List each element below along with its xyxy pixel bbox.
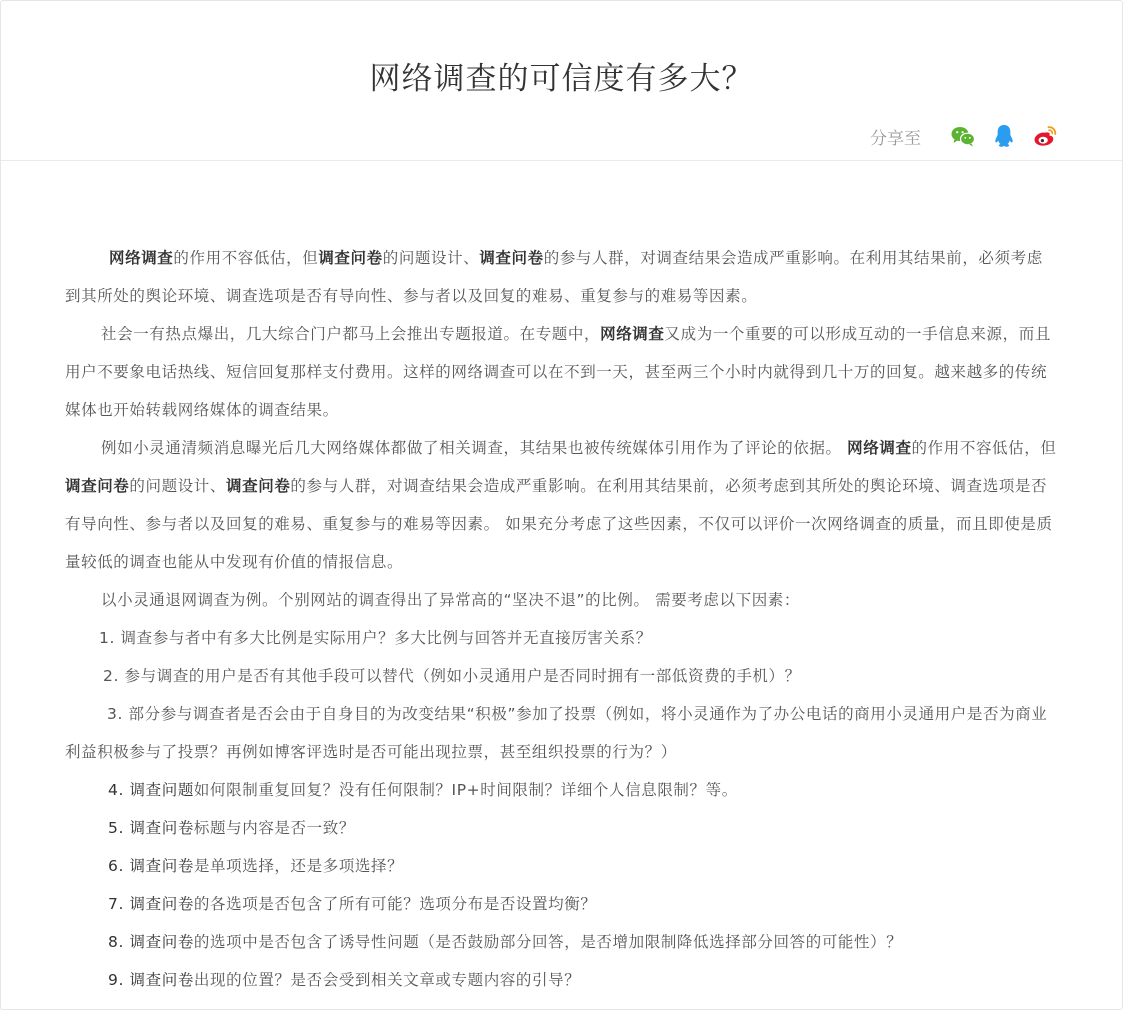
list-item-keyword: 9. 调查问卷 <box>108 971 194 989</box>
paragraph: 网络调查的作用不容低估，但调查问卷的问题设计、调查问卷的参与人群，对调查结果会造成严重影响。在利用其结果前，必须考虑到其所处的舆论环境、调查选项是否有导向性、参与者以及回复的难易、重复参与的难易等因素。 <box>65 249 1043 305</box>
keyword-questionnaire[interactable]: 调查问卷 <box>318 249 383 267</box>
share-label: 分享至 <box>870 128 921 149</box>
list-item-keyword: 6. 调查问卷 <box>108 857 194 875</box>
list-item-keyword: 7. 调查问卷 <box>108 895 194 913</box>
list-item: 1. 调查参与者中有多大比例是实际用户？多大比例与回答并无直接厉害关系？ <box>99 629 652 647</box>
keyword-questionnaire[interactable]: 调查问卷 <box>65 477 130 495</box>
paragraph: 社会一有热点爆出，几大综合门户都马上会推出专题报道。在专题中，网络调查又成为一个重要的可以形成互动的一手信息来源，而且用户不要象电话热线、短信回复那样支付费用。这样的网络调查可以在不到一天，甚至两三个小时内就得到几十万的回复。越来越多的传统媒体也开始转载网络媒体的调查结果。 <box>65 325 1051 419</box>
list-item-keyword: 8. 调查问卷 <box>108 933 194 951</box>
article-body <box>1 161 1122 999</box>
list-item: 3. 部分参与调查者是否会由于自身目的为改变结果“积极”参加了投票（例如，将小灵通作为了办公电话的商用小灵通用户是否为商业利益积极参与了投票？再例如博客评选时是否可能出现拉票，甚至组织投票的行为？） <box>65 705 1048 761</box>
keyword-questionnaire[interactable]: 调查问卷 <box>479 249 544 267</box>
paragraph: 例如小灵通清频消息曝光后几大网络媒体都做了相关调查，其结果也被传统媒体引用作为了评论的依据。 网络调查的作用不容低估，但调查问卷的问题设计、调查问卷的参与人群，对调查结果会造成严重影响。在利用其结果前，必须考虑到其所处的舆论环境、调查选项是否有导向性、参与者以及回复的难易、重复参与的难易等因素。 如果充分考虑了这些因素，不仅可以评价一次网络调查的质量，而且即使是质量较低的调查也能从中发现有价值的情报信息。 <box>65 439 1057 571</box>
list-item-keyword: 5. 调查问卷 <box>108 819 194 837</box>
list-item: 9. 调查问卷出现的位置？是否会受到相关文章或专题内容的引导？ <box>108 971 581 989</box>
list-item: 4. 调查问题如何限制重复回复？没有任何限制？IP+时间限制？详细个人信息限制？等。 <box>108 781 738 799</box>
keyword-network-survey[interactable]: 网络调查 <box>109 249 174 267</box>
list-item: 8. 调查问卷的选项中是否包含了诱导性问题（是否鼓励部分回答，是否增加限制降低选择部分回答的可能性）？ <box>108 933 903 951</box>
paragraph: 以小灵通退网调查为例。个别网站的调查得出了异常高的“坚决不退”的比例。 需要考虑以下因素： <box>101 591 800 609</box>
list-item: 6. 调查问卷是单项选择，还是多项选择？ <box>108 857 404 875</box>
article-title: 网络调查的可信度有多大？ <box>369 61 754 97</box>
keyword-network-survey[interactable]: 网络调查 <box>600 325 665 343</box>
list-item: 7. 调查问卷的各选项是否包含了所有可能？选项分布是否设置均衡？ <box>108 895 597 913</box>
article-header <box>1 1 1122 161</box>
share-bar <box>870 122 1058 150</box>
list-item: 5. 调查问卷标题与内容是否一致？ <box>108 819 355 837</box>
wechat-icon[interactable] <box>950 123 976 149</box>
list-item-keyword: 4. 调查问题 <box>108 781 194 799</box>
keyword-questionnaire[interactable]: 调查问卷 <box>226 477 291 495</box>
list-item: 2. 参与调查的用户是否有其他手段可以替代（例如小灵通用户是否同时拥有一部低资费的手机）？ <box>103 667 801 685</box>
weibo-icon[interactable] <box>1032 123 1058 149</box>
qq-icon[interactable] <box>991 123 1017 149</box>
keyword-network-survey[interactable]: 网络调查 <box>847 439 912 457</box>
